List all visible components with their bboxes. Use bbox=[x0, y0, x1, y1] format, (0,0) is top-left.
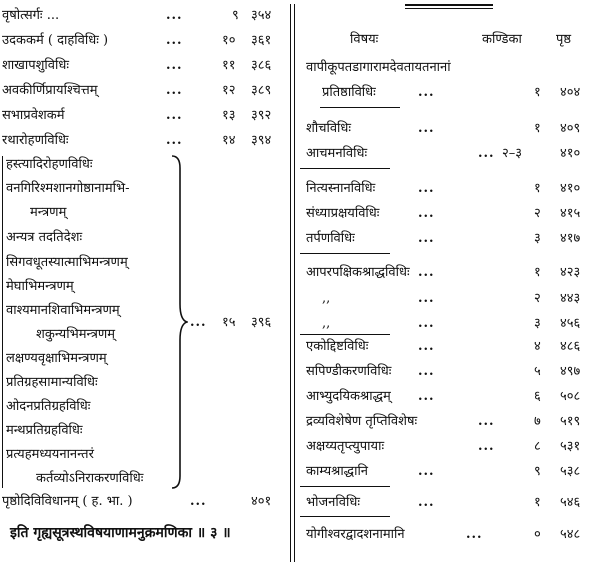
toc-entry-page: ३८९ bbox=[251, 83, 272, 98]
toc-entry-kandika: ० bbox=[534, 527, 541, 542]
group-item: प्रतिग्रहसामान्यविधिः bbox=[6, 375, 98, 390]
toc-entry-dots: ... bbox=[166, 58, 183, 73]
header-page: पृष्ठ bbox=[556, 32, 572, 47]
toc-entry-page: ४८६ bbox=[560, 339, 581, 354]
toc-entry-title: शाखापशुविधिः bbox=[2, 58, 70, 73]
section-underline bbox=[300, 334, 390, 335]
toc-entry-dots: ... bbox=[166, 33, 183, 48]
column-divider-2 bbox=[294, 4, 295, 562]
toc-entry-title: आभ्युदयिकश्राद्धम् bbox=[306, 389, 391, 404]
toc-entry-dots: ... bbox=[418, 291, 435, 306]
toc-entry-title: आचमनविधिः bbox=[306, 146, 368, 161]
group-page: ३९६ bbox=[251, 315, 272, 330]
toc-entry-title: भोजनविधिः bbox=[306, 495, 360, 510]
group-item: मन्थप्रतिग्रहविधिः bbox=[6, 423, 83, 438]
group-item: वाश्यमानशिवाभिमन्त्रणम् bbox=[6, 303, 120, 318]
toc-entry-ditto: ,, bbox=[322, 291, 331, 306]
toc-entry-kandika: १ bbox=[534, 181, 541, 196]
toc-entry-kandika: १ bbox=[534, 85, 541, 100]
toc-entry-dots: ... bbox=[466, 527, 483, 542]
toc-entry-kandika: १० bbox=[222, 33, 236, 48]
section-underline bbox=[300, 168, 390, 169]
toc-entry-kandika: ६ bbox=[534, 389, 541, 404]
toc-entry-page: ५१९ bbox=[560, 414, 581, 429]
toc-entry-title: एकोद्दिष्टविधिः bbox=[306, 339, 369, 354]
toc-entry-dots: ... bbox=[418, 495, 435, 510]
toc-entry-kandika: ३ bbox=[534, 231, 541, 246]
column-divider bbox=[290, 4, 291, 562]
toc-entry-page: ५४६ bbox=[560, 495, 581, 510]
toc-entry-page: ३९२ bbox=[251, 108, 272, 123]
toc-entry-page: ५३१ bbox=[560, 439, 581, 454]
toc-entry-ditto: ,, bbox=[322, 316, 331, 331]
toc-entry-dots: ... bbox=[418, 206, 435, 221]
toc-entry-title: शौचविधिः bbox=[306, 121, 352, 136]
toc-entry-title: सपिण्डीकरणविधिः bbox=[306, 364, 392, 379]
toc-entry-title: संध्याप्रक्षयविधिः bbox=[306, 206, 380, 221]
toc-entry-title: काम्यश्राद्धानि bbox=[306, 464, 369, 479]
toc-entry-kandika: १ bbox=[534, 121, 541, 136]
toc-entry-page: ४१० bbox=[560, 146, 581, 161]
toc-entry-page: ४१७ bbox=[560, 231, 581, 246]
toc-entry-kandika: ८ bbox=[534, 439, 541, 454]
toc-entry-title: अक्षय्यतृप्त्युपायाः bbox=[306, 439, 385, 454]
toc-entry-title: अवकीर्णिप्रायश्चित्तम् bbox=[2, 83, 98, 98]
toc-entry-dots: ... bbox=[478, 439, 495, 454]
section-underline bbox=[300, 486, 390, 487]
toc-entry-dots: ... bbox=[418, 181, 435, 196]
toc-entry-title: आपरपक्षिकश्राद्धविधिः bbox=[306, 265, 410, 280]
group-item: मेघाभिमन्त्रणम् bbox=[6, 279, 74, 294]
toc-entry-kandika: ९ bbox=[534, 464, 541, 479]
toc-entry-page: ३५४ bbox=[251, 8, 272, 23]
group-dots: ... bbox=[190, 315, 207, 330]
toc-entry-dots: ... bbox=[418, 364, 435, 379]
toc-entry-title: वापीकूपतडागारामदेवतायतनानां bbox=[306, 60, 451, 75]
toc-entry-kandika: ४ bbox=[534, 339, 541, 354]
toc-entry-dots: ... bbox=[478, 146, 495, 161]
toc-entry-page: ५०८ bbox=[560, 389, 581, 404]
toc-entry-title: द्रव्यविशेषेण तृप्तिविशेषः bbox=[306, 414, 418, 429]
toc-entry-page: ४१५ bbox=[560, 206, 581, 221]
toc-entry-kandika: ९ bbox=[232, 8, 239, 23]
toc-entry-title: सभाप्रवेशकर्म bbox=[2, 108, 65, 123]
header-ornament-rule-2 bbox=[405, 8, 493, 9]
toc-entry-title: वृषोत्सर्गः ... bbox=[2, 8, 60, 23]
toc-entry-kandika: २–३ bbox=[502, 146, 523, 161]
toc-entry-page: ३८६ bbox=[251, 58, 272, 73]
toc-entry-dots: ... bbox=[166, 108, 183, 123]
toc-entry-kandika: ३ bbox=[534, 316, 541, 331]
toc-entry-dots: ... bbox=[418, 85, 435, 100]
toc-entry-dots: ... bbox=[190, 494, 207, 509]
toc-entry-page: ४५६ bbox=[560, 316, 581, 331]
toc-entry-kandika: १४ bbox=[222, 133, 236, 148]
section-underline bbox=[300, 516, 390, 517]
toc-entry-title: नित्यस्नानविधिः bbox=[306, 181, 376, 196]
group-item: कर्तव्योऽनिराकरणविधिः bbox=[36, 471, 144, 486]
toc-entry-title: तर्पणविधिः bbox=[306, 231, 355, 246]
toc-entry-dots: ... bbox=[166, 83, 183, 98]
toc-entry-kandika: १ bbox=[534, 495, 541, 510]
toc-entry-dots: ... bbox=[166, 133, 183, 148]
toc-entry-dots: ... bbox=[166, 8, 183, 23]
colophon: इति गृह्यसूत्रस्थविषयाणामनुक्रमणिका ॥ ३ ॥ bbox=[10, 525, 231, 541]
toc-entry-page: ४२३ bbox=[560, 265, 581, 280]
group-item: लक्षण्यवृक्षाभिमन्त्रणम् bbox=[6, 351, 107, 366]
toc-entry-kandika: २ bbox=[534, 291, 541, 306]
toc-entry-kandika: ११ bbox=[222, 58, 236, 73]
toc-entry-dots: ... bbox=[418, 316, 435, 331]
group-item: प्रत्यहमध्ययनानन्तरं bbox=[6, 447, 94, 462]
toc-entry-dots: ... bbox=[418, 121, 435, 136]
toc-entry-kandika: १ bbox=[534, 265, 541, 280]
group-item: ओदनप्रतिग्रहविधिः bbox=[6, 399, 91, 414]
group-item: अन्यत्र तदतिदेशः bbox=[6, 230, 83, 245]
toc-entry-dots: ... bbox=[418, 464, 435, 479]
toc-entry-kandika: २ bbox=[534, 206, 541, 221]
toc-entry-title: पृष्ठोदिविविधानम् ( ह. भा. ) bbox=[2, 494, 133, 509]
toc-entry-page: ४४३ bbox=[560, 291, 581, 306]
toc-entry-title: रथारोहणविधिः bbox=[2, 133, 69, 148]
toc-entry-title-cont: प्रतिष्ठाविधिः bbox=[322, 85, 376, 100]
group-kandika: १५ bbox=[222, 315, 236, 330]
toc-entry-page: ३९४ bbox=[251, 133, 272, 148]
toc-entry-kandika: ७ bbox=[534, 414, 541, 429]
header-kandika: कण्डिका bbox=[482, 32, 522, 47]
group-item: हस्त्यादिरोहणविधिः bbox=[6, 157, 93, 172]
group-item: सिगवधूतस्यात्माभिमन्त्रणम् bbox=[6, 255, 128, 270]
group-item: वनगिरिश्मशानगोष्ठानामभि- bbox=[6, 181, 130, 196]
toc-entry-dots: ... bbox=[478, 414, 495, 429]
toc-entry-title: योगीश्वरद्वादशनामानि bbox=[306, 527, 405, 542]
group-curly-brace bbox=[170, 154, 188, 490]
toc-entry-kandika: ५ bbox=[534, 364, 541, 379]
section-underline bbox=[300, 253, 390, 254]
toc-entry-page: ४१० bbox=[560, 181, 581, 196]
toc-entry-dots: ... bbox=[418, 265, 435, 280]
toc-entry-page: ४९७ bbox=[560, 364, 581, 379]
toc-entry-page: ५३८ bbox=[560, 464, 581, 479]
toc-entry-dots: ... bbox=[418, 389, 435, 404]
toc-entry-page: ४०४ bbox=[560, 85, 581, 100]
toc-entry-title: उदककर्म ( दाहविधिः ) bbox=[2, 33, 109, 48]
section-underline bbox=[320, 107, 400, 108]
group-item: शकुन्यभिमन्त्रणम् bbox=[36, 327, 116, 342]
header-subject: विषयः bbox=[350, 32, 379, 47]
header-ornament-rule bbox=[405, 4, 493, 6]
toc-entry-page: ४०९ bbox=[560, 121, 581, 136]
toc-entry-page: ३६१ bbox=[251, 33, 272, 48]
toc-entry-dots: ... bbox=[418, 339, 435, 354]
toc-entry-page: ४०१ bbox=[251, 494, 272, 509]
toc-entry-dots: ... bbox=[418, 231, 435, 246]
group-item: मन्त्रणम् bbox=[30, 205, 67, 220]
toc-entry-page: ५४८ bbox=[560, 527, 581, 542]
toc-entry-kandika: १२ bbox=[222, 83, 236, 98]
toc-entry-kandika: १३ bbox=[222, 108, 236, 123]
group-bracket-left bbox=[2, 156, 9, 488]
